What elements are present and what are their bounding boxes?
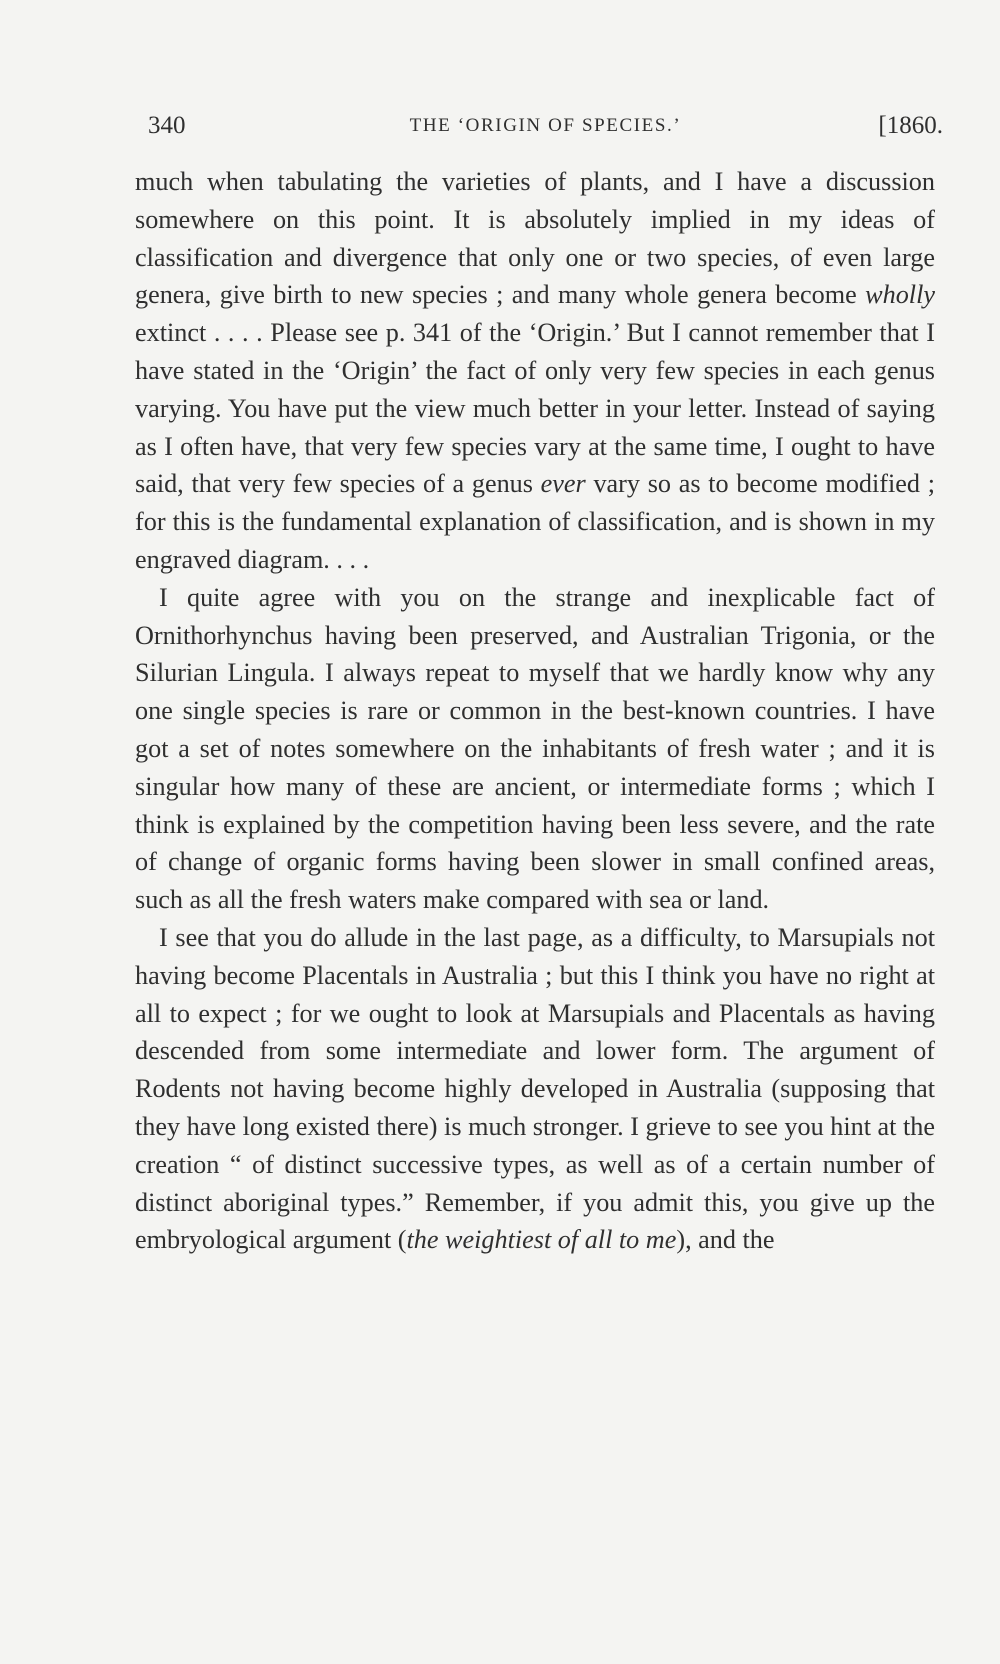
paragraph-1 [135,163,935,579]
page-number: 340 [148,112,186,139]
paragraph-1-text-c: vary so as to become modified ; for this is the fundamental explanation of classification, and is shown in my engraved diagram. . . . [135,469,935,574]
body-text [135,163,935,1259]
paragraph-3-text-b: ), and the [676,1225,775,1255]
paragraph-1-text-b: extinct . . . . Please see p. 341 of the ‘Origin.’ But I cannot remember that I have stated in the ‘Origin’ the fact of only very few species in each genus varying. You have put the view much better in your letter. Instead of saying as I often have, that very few species vary at the same time, I ought to have said, that very few species of a genus [135,318,935,499]
running-head [148,106,943,146]
running-title: THE ‘ORIGIN OF SPECIES.’ [409,115,682,136]
paragraph-2: I quite agree with you on the strange and inexplicable fact of Ornithorhynchus having been preserved, and Australian Trigonia, or the Silurian Lingula. I always repeat to myself that we hardly know why any one single species is rare or common in the best-known countries. I have got a set of notes somewhere on the inhabitants of fresh water ; and it is singular how many of these are ancient, or intermediate forms ; which I think is explained by the competition having been less severe, and the rate of change of organic forms having been slower in small confined areas, such as all the fresh waters make compared with sea or land. [135,582,935,915]
paragraph-3-text-a: I see that you do allude in the last page, as a difficulty, to Marsupials not having become Placentals in Australia ; but this I think you have no right at all to expect ; for we ought to look at Marsupials and Placentals as having descended from some intermediate and lower form. The argument of Rodents not having become highly developed in Australia (supposing that they have long existed there) is much stronger. I grieve to see you hint at the creation “ of distinct successive types, as well as of a certain number of distinct aboriginal types.” Remember, if you admit this, you give up the embryological argument ( [135,922,935,1255]
running-year: [1860. [878,112,943,139]
paragraph-1-text-a: much when tabulating the varieties of plants, and I have a discussion somewhere on this point. It is absolutely implied in my ideas of classification and divergence that only one or two species, of even large genera, give birth to new species ; and many whole genera become [135,167,935,310]
emphasis-wholly: wholly [865,280,935,310]
emphasis-ever: ever [540,469,586,499]
emphasis-weightiest: the weightiest of all to me [406,1225,677,1255]
paragraph-3 [135,919,935,1259]
